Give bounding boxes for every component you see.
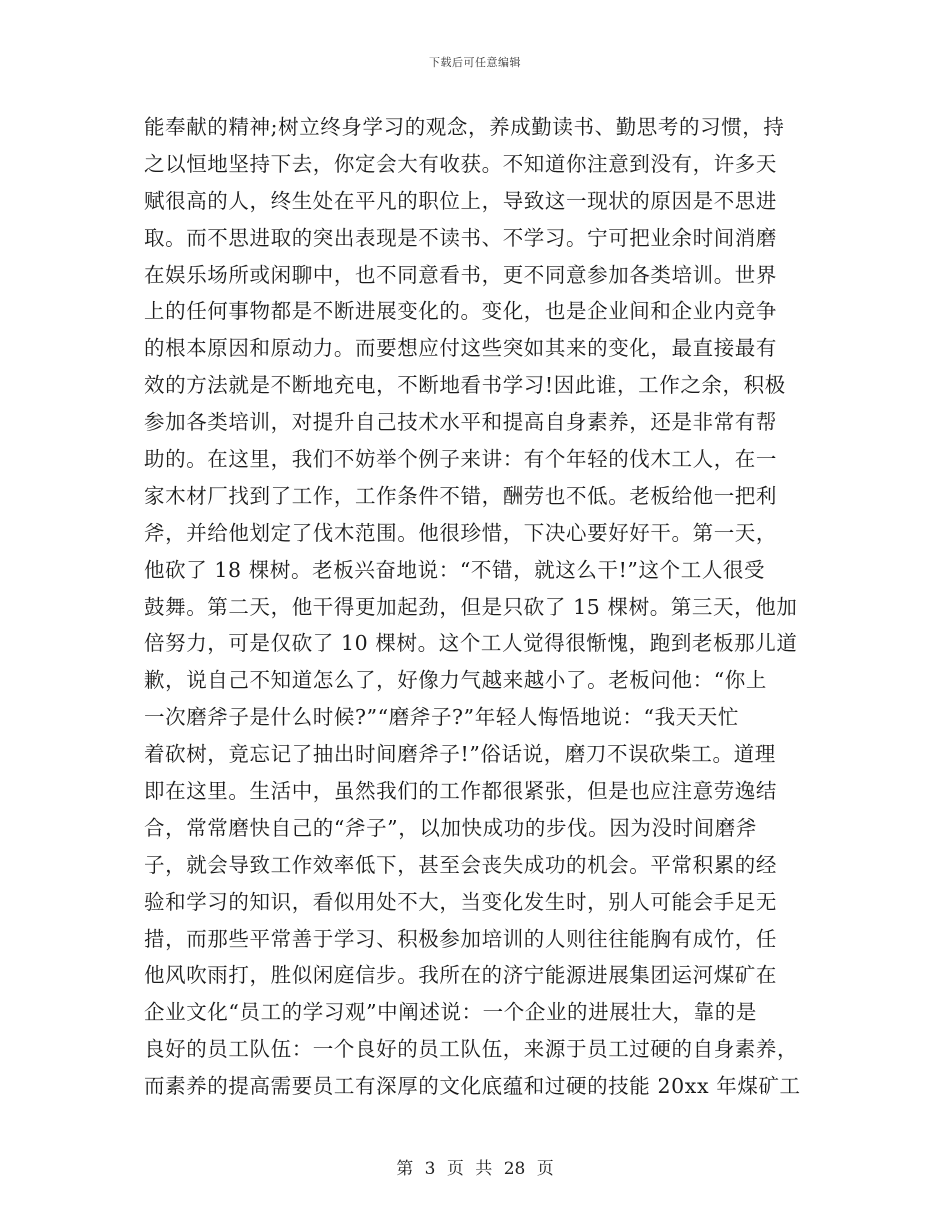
body-line: 的根本原因和原动力。而要想应付这些突如其来的变化，最直接最有 — [144, 336, 777, 361]
page-number-footer: 第 3 页 共 28 页 — [396, 1159, 554, 1179]
body-line: 他风吹雨打，胜似闲庭信步。我所在的济宁能源进展集团运河煤矿在 — [144, 963, 777, 988]
body-line: 子，就会导致工作效率低下，甚至会丧失成功的机会。平常积累的经 — [144, 852, 777, 877]
body-line: 效的方法就是不断地充电，不断地看书学习!因此谁，工作之余，积极 — [144, 373, 786, 398]
body-line: 在娱乐场所或闲聊中，也不同意看书，更不同意参加各类培训。世界 — [144, 262, 777, 287]
body-line: 参加各类培训，对提升自己技术水平和提高自身素养，还是非常有帮 — [144, 410, 777, 435]
body-line: 即在这里。生活中，虽然我们的工作都很紧张，但是也应注意劳逸结 — [144, 779, 777, 804]
body-line: 倍努力，可是仅砍了 10 棵树。这个工人觉得很惭愧，跑到老板那儿道 — [144, 631, 798, 656]
body-line: 取。而不思进取的突出表现是不读书、不学习。宁可把业余时间消磨 — [144, 225, 777, 250]
body-line: 企业文化“员工的学习观”中阐述说：一个企业的进展壮大，靠的是 — [144, 1000, 757, 1025]
body-line: 上的任何事物都是不断进展变化的。变化，也是企业间和企业内竞争 — [144, 299, 777, 324]
body-line: 家木材厂找到了工作，工作条件不错，酬劳也不低。老板给他一把利 — [144, 483, 777, 508]
body-line: 助的。在这里，我们不妨举个例子来讲：有个年轻的伐木工人，在一 — [144, 447, 777, 472]
body-line: 而素养的提高需要员工有深厚的文化底蕴和过硬的技能 20xx 年煤矿工 — [144, 1074, 801, 1099]
body-line: 良好的员工队伍：一个良好的员工队伍，来源于员工过硬的自身素养， — [144, 1037, 799, 1062]
body-line: 他砍了 18 棵树。老板兴奋地说：“不错，就这么干!”这个工人很受 — [144, 557, 766, 582]
body-line: 着砍树，竟忘记了抽出时间磨斧子!”俗话说，磨刀不误砍柴工。道理 — [144, 742, 776, 767]
body-line: 鼓舞。第二天，他干得更加起劲，但是只砍了 15 棵树。第三天，他加 — [144, 594, 798, 619]
body-line: 一次磨斧子是什么时候?”“磨斧子?”年轻人悔悟地说：“我天天忙 — [144, 705, 740, 730]
body-line: 之以恒地坚持下去，你定会大有收获。不知道你注意到没有，许多天 — [144, 151, 777, 176]
document-body — [144, 109, 804, 1105]
body-line: 斧，并给他划定了伐木范围。他很珍惜，下决心要好好干。第一天， — [144, 520, 777, 545]
body-line: 验和学习的知识，看似用处不大，当变化发生时，别人可能会手足无 — [144, 889, 777, 914]
body-line: 措，而那些平常善于学习、积极参加培训的人则往往能胸有成竹，任 — [144, 926, 777, 951]
body-line: 能奉献的精神;树立终身学习的观念，养成勤读书、勤思考的习惯，持 — [144, 115, 785, 139]
body-line: 歉，说自己不知道怎么了，好像力气越来越小了。老板问他：“你上 — [144, 668, 767, 693]
body-line: 合，常常磨快自己的“斧子”，以加快成功的步伐。因为没时间磨斧 — [144, 815, 757, 840]
body-line: 赋很高的人，终生处在平凡的职位上，导致这一现状的原因是不思进 — [144, 188, 777, 213]
page-header: 下载后可任意编辑 — [429, 56, 521, 69]
